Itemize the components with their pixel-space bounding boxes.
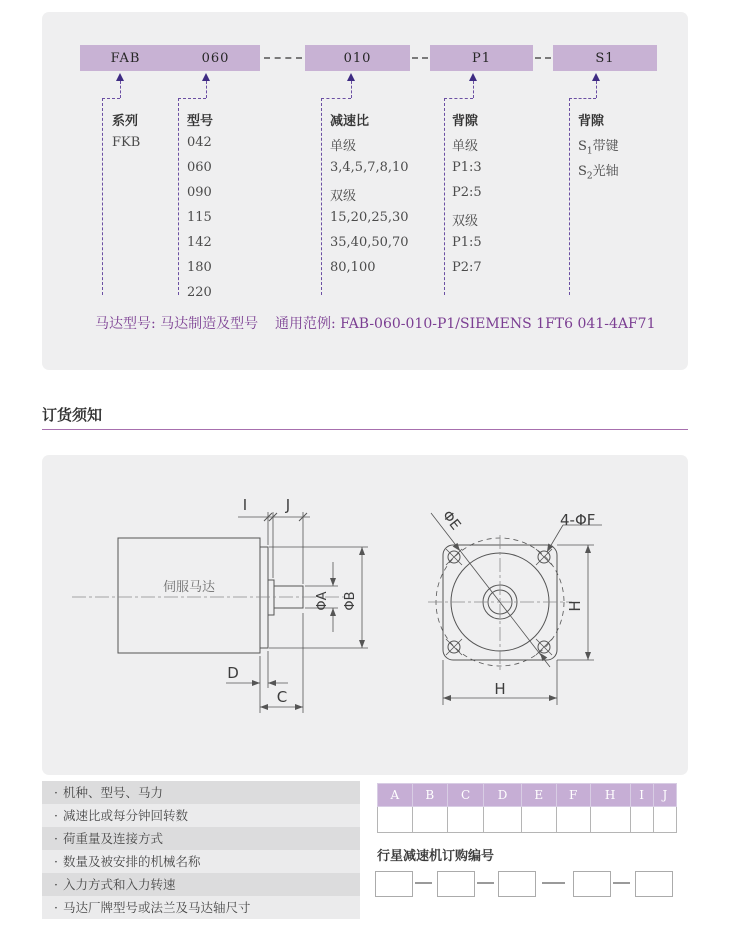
column-guide-line: [102, 98, 103, 295]
ratio-item: 80,100: [330, 260, 376, 275]
code-dash: [415, 882, 432, 884]
model-code-box-shaft: S1: [553, 45, 657, 71]
arrowhead: [295, 704, 303, 710]
table-empty-cell: [590, 807, 630, 833]
shaft-item: $S_1$带键: [578, 139, 619, 157]
dim-phie-label: ΦE: [438, 507, 464, 534]
order-code-box: [635, 871, 673, 897]
size-item: 090: [187, 185, 212, 200]
backlash-item: 单级: [452, 139, 479, 154]
section-rule: [42, 429, 688, 430]
up-arrow-icon: [347, 73, 355, 81]
hub-outline: [268, 580, 274, 615]
motor-body-outline: [118, 538, 260, 653]
arrowhead: [252, 680, 260, 686]
connector-line: [473, 81, 474, 98]
box-separator-dashes: [264, 57, 302, 59]
holes-label: 4-ΦF: [560, 511, 596, 529]
ratio-item: 单级: [330, 139, 357, 154]
backlash-item: 双级: [452, 214, 479, 229]
table-header-cell: J: [653, 784, 676, 807]
holes-leader-line: [547, 525, 602, 552]
flange-plate-outline: [260, 547, 268, 648]
up-arrow-icon: [202, 73, 210, 81]
column-header-backlash: 背隙: [452, 114, 479, 129]
motor-model-note: 马达型号: 马达制造及型号: [95, 316, 259, 332]
size-item: 042: [187, 135, 212, 150]
list-item: · 入力方式和入力转速: [42, 873, 360, 896]
code-dash: [542, 882, 565, 884]
arrowhead: [585, 545, 591, 553]
table-header-cell: A: [378, 784, 413, 807]
table-empty-cell: [630, 807, 653, 833]
table-header-cell: D: [484, 784, 522, 807]
connector-line: [178, 98, 206, 99]
model-code-box-backlash: P1: [430, 45, 533, 71]
arrowhead: [330, 578, 336, 586]
order-code-box: [437, 871, 475, 897]
arrowhead: [585, 652, 591, 660]
order-code-box: [375, 871, 413, 897]
table-header-cell: E: [521, 784, 556, 807]
section-title: 订货须知: [42, 406, 103, 424]
connector-line: [206, 81, 207, 98]
column-header-size: 型号: [187, 114, 214, 129]
backlash-item: P2:5: [452, 185, 482, 200]
column-header-ratio: 减速比: [330, 114, 370, 129]
size-item: 142: [187, 235, 212, 250]
table-empty-cell: [556, 807, 590, 833]
table-empty-cell: [484, 807, 522, 833]
series-item: FKB: [112, 135, 141, 150]
size-item: 220: [187, 285, 212, 300]
table-header-row: [378, 784, 677, 807]
arrowhead: [453, 543, 460, 551]
order-code-label: 行星减速机订购编号: [377, 849, 495, 864]
drawing-panel: [42, 455, 688, 775]
table-empty-cell: [447, 807, 483, 833]
code-size: 060: [201, 50, 230, 66]
connector-line: [321, 98, 351, 99]
arrowhead: [268, 680, 276, 686]
ratio-item: 3,4,5,7,8,10: [330, 160, 409, 175]
arrowhead: [359, 547, 365, 555]
table-empty-row: [378, 807, 677, 833]
box-separator-dashes: [535, 57, 551, 59]
connector-line: [444, 98, 473, 99]
dim-i-label: I: [242, 496, 248, 514]
table-empty-cell: [521, 807, 556, 833]
list-item: · 荷重量及连接方式: [42, 827, 360, 850]
connector-line: [596, 81, 597, 98]
list-item: · 减速比或每分钟回转数: [42, 804, 360, 827]
technical-drawing: [42, 455, 688, 775]
ordering-notes-list: [42, 781, 360, 919]
ratio-item: 双级: [330, 189, 357, 204]
table-empty-cell: [378, 807, 413, 833]
up-arrow-icon: [116, 73, 124, 81]
dim-h-right-label: H: [566, 600, 584, 612]
table-empty-cell: [653, 807, 676, 833]
dimension-table: [377, 783, 677, 833]
arrowhead: [260, 704, 268, 710]
code-series: FAB: [110, 50, 141, 66]
backlash-item: P1:5: [452, 235, 482, 250]
order-code-box: [573, 871, 611, 897]
connector-line: [569, 98, 596, 99]
arrowhead: [443, 695, 451, 701]
shaft-item: $S_2$光轴: [578, 164, 619, 182]
servo-motor-label: 伺服马达: [162, 580, 216, 595]
example-note: 通用范例: FAB-060-010-P1/SIEMENS 1FT6 041-4AF71: [275, 316, 656, 332]
column-guide-line: [178, 98, 179, 295]
table-header-cell: C: [447, 784, 483, 807]
table-header-cell: H: [590, 784, 630, 807]
connector-line: [120, 81, 121, 98]
column-guide-line: [569, 98, 570, 295]
table-empty-cell: [412, 807, 447, 833]
size-item: 180: [187, 260, 212, 275]
order-code-box: [498, 871, 536, 897]
table-header-cell: F: [556, 784, 590, 807]
table-header-cell: I: [630, 784, 653, 807]
up-arrow-icon: [469, 73, 477, 81]
dim-phib-label: ΦB: [343, 591, 358, 611]
backlash-item: P2:7: [452, 260, 482, 275]
table-header-cell: B: [412, 784, 447, 807]
list-item: · 数量及被安排的机械名称: [42, 850, 360, 873]
dim-c-label: C: [276, 688, 288, 706]
model-code-box-series-size: [80, 45, 260, 71]
column-guide-line: [444, 98, 445, 295]
arrowhead: [359, 640, 365, 648]
ratio-item: 35,40,50,70: [330, 235, 409, 250]
column-header-shaft: 背隙: [578, 114, 605, 129]
dim-phia-label: ΦA: [315, 591, 330, 611]
model-code-panel: [42, 12, 688, 370]
arrowhead: [549, 695, 557, 701]
extension-lines: [260, 651, 268, 688]
code-dash: [477, 882, 494, 884]
extension-lines: [268, 512, 303, 584]
code-dash: [613, 882, 630, 884]
size-item: 060: [187, 160, 212, 175]
dim-d-label: D: [227, 664, 239, 682]
dim-j-label: J: [285, 496, 291, 514]
connector-line: [351, 81, 352, 98]
column-guide-line: [321, 98, 322, 295]
arrowhead: [330, 608, 336, 616]
up-arrow-icon: [592, 73, 600, 81]
list-item: · 机种、型号、马力: [42, 781, 360, 804]
backlash-item: P1:3: [452, 160, 482, 175]
list-item: · 马达厂牌型号或法兰及马达轴尺寸: [42, 896, 360, 919]
ratio-item: 15,20,25,30: [330, 210, 409, 225]
column-header-series: 系列: [112, 114, 139, 129]
size-item: 115: [187, 210, 212, 225]
box-separator-dashes: [412, 57, 428, 59]
connector-line: [102, 98, 120, 99]
model-code-box-ratio: 010: [305, 45, 410, 71]
dim-h-bottom-label: H: [494, 680, 506, 698]
